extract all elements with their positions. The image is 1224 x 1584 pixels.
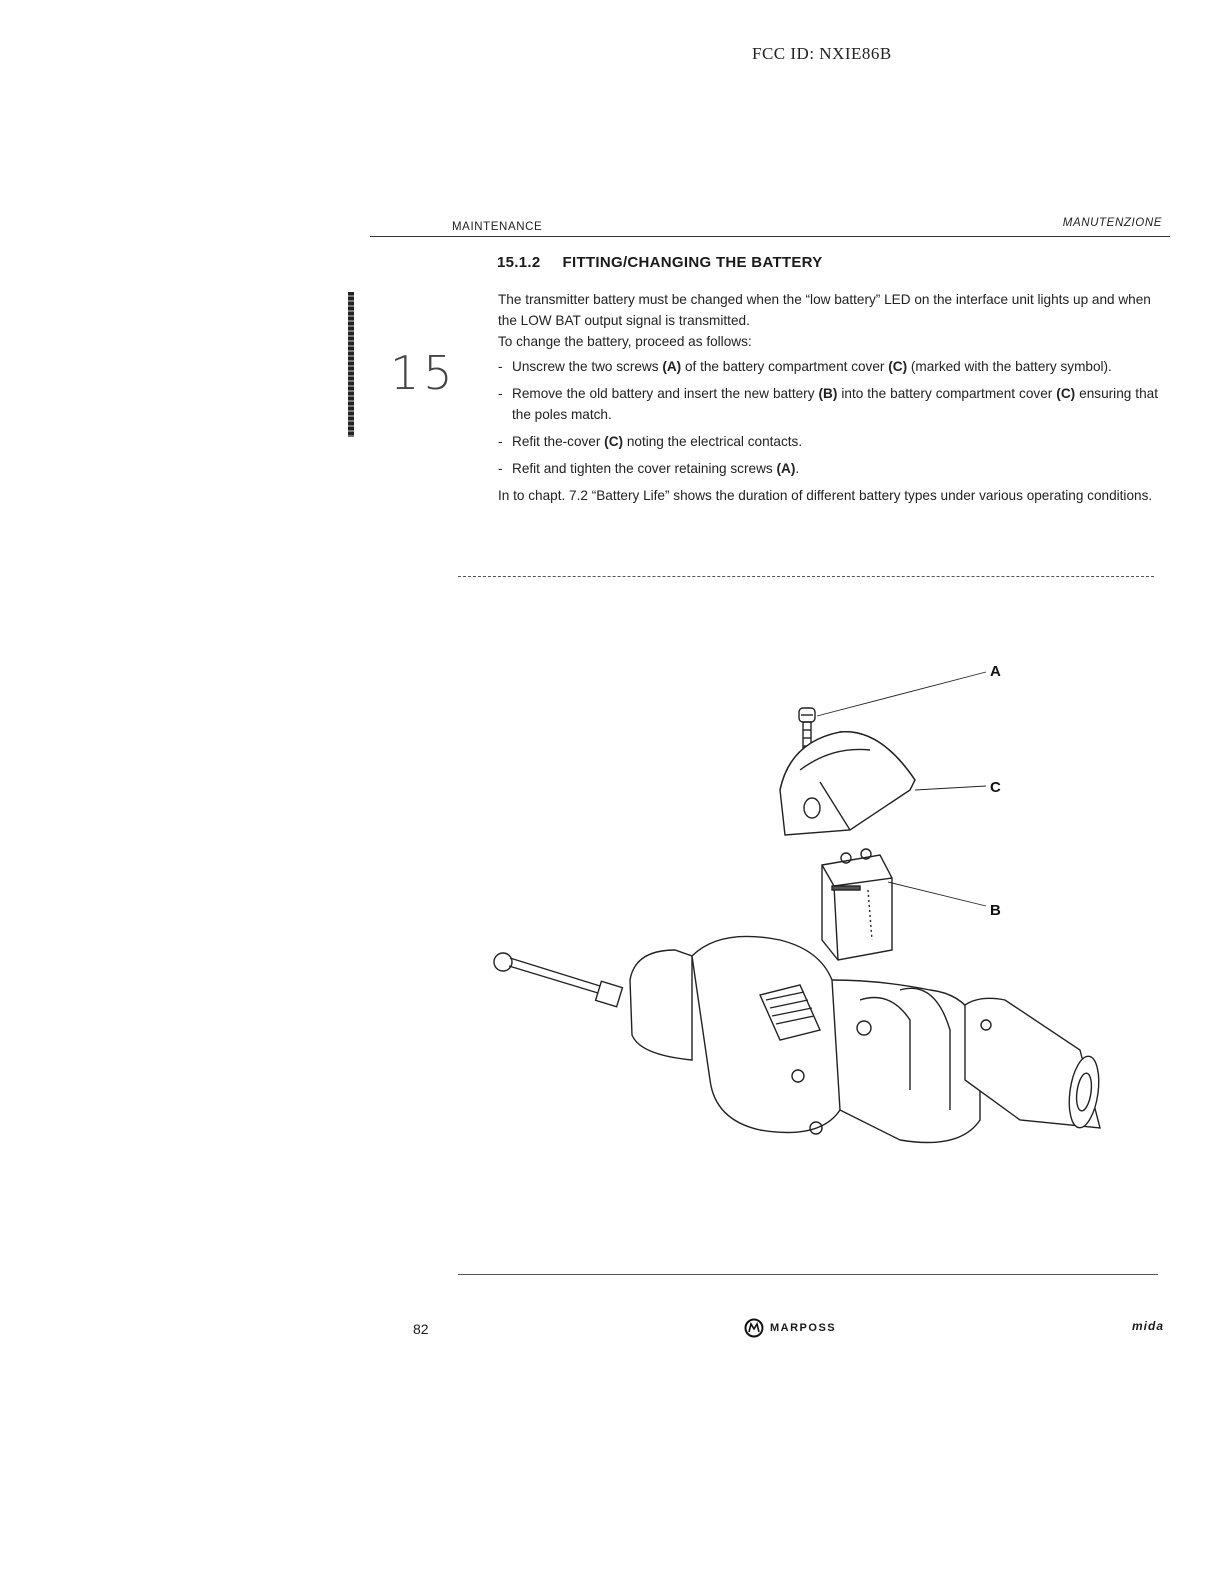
battery-icon (822, 849, 892, 960)
label-a: A (990, 663, 1001, 680)
probe-stylus-icon (494, 953, 622, 1007)
section-divider (458, 576, 1154, 577)
figure-bottom-rule (458, 1274, 1158, 1275)
battery-life-note: In to chapt. 7.2 “Battery Life” shows the duration of different battery types under various operating conditions. (498, 488, 1153, 503)
battery-cover-icon (780, 732, 915, 835)
list-item: - Refit and tighten the cover retaining screws (A). (498, 458, 1158, 479)
list-item: - Remove the old battery and insert the new battery (B) into the battery compartment cover (C) ensuring that the poles match. (498, 383, 1158, 425)
probe-body-icon (630, 936, 980, 1142)
section-heading (497, 254, 823, 271)
list-item: - Refit the-cover (C) noting the electrical contacts. (498, 431, 1158, 452)
intro-paragraph-2: To change the battery, proceed as follows: (498, 334, 752, 349)
section-title: FITTING/CHANGING THE BATTERY (562, 254, 823, 271)
label-c: C (990, 779, 1001, 796)
page-number: 82 (413, 1321, 429, 1337)
section-body (498, 289, 1158, 506)
tool-taper-icon (965, 998, 1103, 1129)
section-number: 15.1.2 (497, 254, 541, 271)
label-b: B (990, 902, 1001, 919)
marposs-logo-icon (744, 1318, 764, 1338)
chapter-tab-marker (348, 292, 354, 437)
chapter-number: 15 (390, 346, 457, 400)
brand-logo (744, 1318, 836, 1338)
brand-name: MARPOSS (770, 1322, 837, 1334)
header-left: MAINTENANCE (452, 221, 543, 233)
fcc-id: FCC ID: NXIE86B (752, 44, 892, 63)
intro-paragraph-1: The transmitter battery must be changed when the “low battery” LED on the interface unit lights up and when the LOW BAT output signal is transmitted. (498, 292, 1151, 328)
header-right: MANUTENZIONE (1062, 217, 1162, 229)
header-rule (370, 236, 1170, 237)
steps-list (498, 356, 1158, 479)
probe-battery-illustration (460, 650, 1160, 1260)
document-name: mida (1131, 1319, 1164, 1333)
list-item: - Unscrew the two screws (A) of the battery compartment cover (C) (marked with the battery symbol). (498, 356, 1158, 377)
